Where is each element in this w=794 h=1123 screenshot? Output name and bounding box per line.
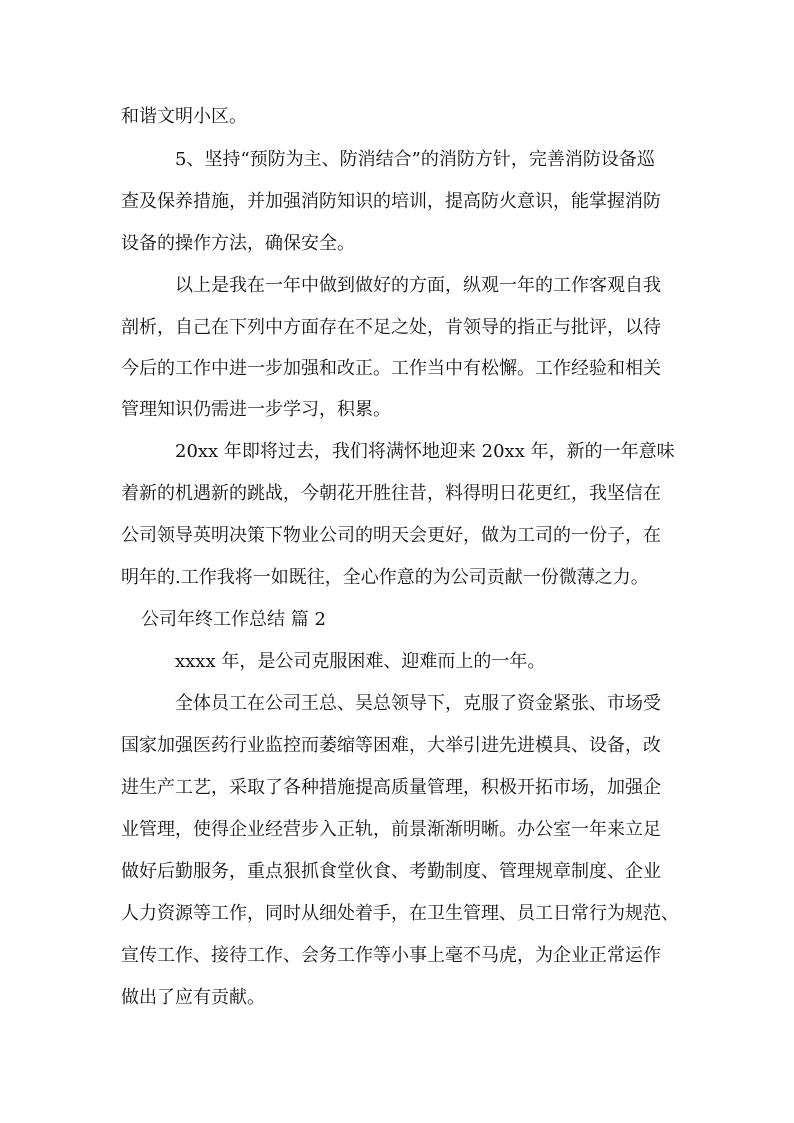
paragraph-line: 5、坚持“预防为主、防消结合”的消防方针，完善消防设备巡 bbox=[175, 149, 655, 170]
paragraph-line: 人力资源等工作，同时从细处着手，在卫生管理、员工日常行为规范、 bbox=[121, 903, 679, 924]
paragraph-line: 全体员工在公司王总、吴总领导下，克服了资金紧张、市场受 bbox=[175, 693, 661, 714]
paragraph-line: 做好后勤服务，重点狠抓食堂伙食、考勤制度、管理规章制度、企业 bbox=[121, 861, 661, 882]
paragraph-line: 业管理，使得企业经营步入正轨，前景渐渐明晰。办公室一年来立足 bbox=[121, 819, 661, 840]
paragraph-line: 着新的机遇新的跳战，今朝花开胜往昔，料得明日花更红，我坚信在 bbox=[121, 483, 661, 504]
paragraph-line: 20xx 年即将过去，我们将满怀地迎来 20xx 年，新的一年意味 bbox=[175, 441, 675, 462]
paragraph-line: xxxx 年，是公司克服困难、迎难而上的一年。 bbox=[175, 651, 546, 672]
paragraph-line: 和谐文明小区。 bbox=[121, 106, 247, 127]
paragraph-line: 公司领导英明决策下物业公司的明天会更好，做为工司的一份子，在 bbox=[121, 525, 661, 546]
paragraph-line: 剖析，自己在下列中方面存在不足之处，肯领导的指正与批评，以待 bbox=[121, 317, 661, 338]
paragraph-line: 国家加强医药行业监控而萎缩等困难，大举引进先进模具、设备，改 bbox=[121, 735, 661, 756]
paragraph-line: 进生产工艺，采取了各种措施提高质量管理，积极开拓市场，加强企 bbox=[121, 777, 661, 798]
paragraph-line: 查及保养措施，并加强消防知识的培训，提高防火意识，能掌握消防 bbox=[121, 191, 661, 212]
paragraph-line: 做出了应有贡献。 bbox=[121, 987, 265, 1008]
section-heading: 公司年终工作总结 篇 2 bbox=[141, 609, 326, 630]
paragraph-line: 以上是我在一年中做到做好的方面，纵观一年的工作客观自我 bbox=[175, 275, 661, 296]
paragraph-line: 今后的工作中进一步加强和改正。工作当中有松懈。工作经验和相关 bbox=[121, 358, 661, 379]
paragraph-line: 管理知识仍需进一步学习，积累。 bbox=[121, 399, 391, 420]
paragraph-line: 设备的操作方法，确保安全。 bbox=[121, 233, 355, 254]
paragraph-line: 明年的.工作我将一如既往，全心作意的为公司贡献一份微薄之力。 bbox=[121, 567, 649, 588]
paragraph-line: 宣传工作、接待工作、会务工作等小事上毫不马虎，为企业正常运作 bbox=[121, 945, 661, 966]
